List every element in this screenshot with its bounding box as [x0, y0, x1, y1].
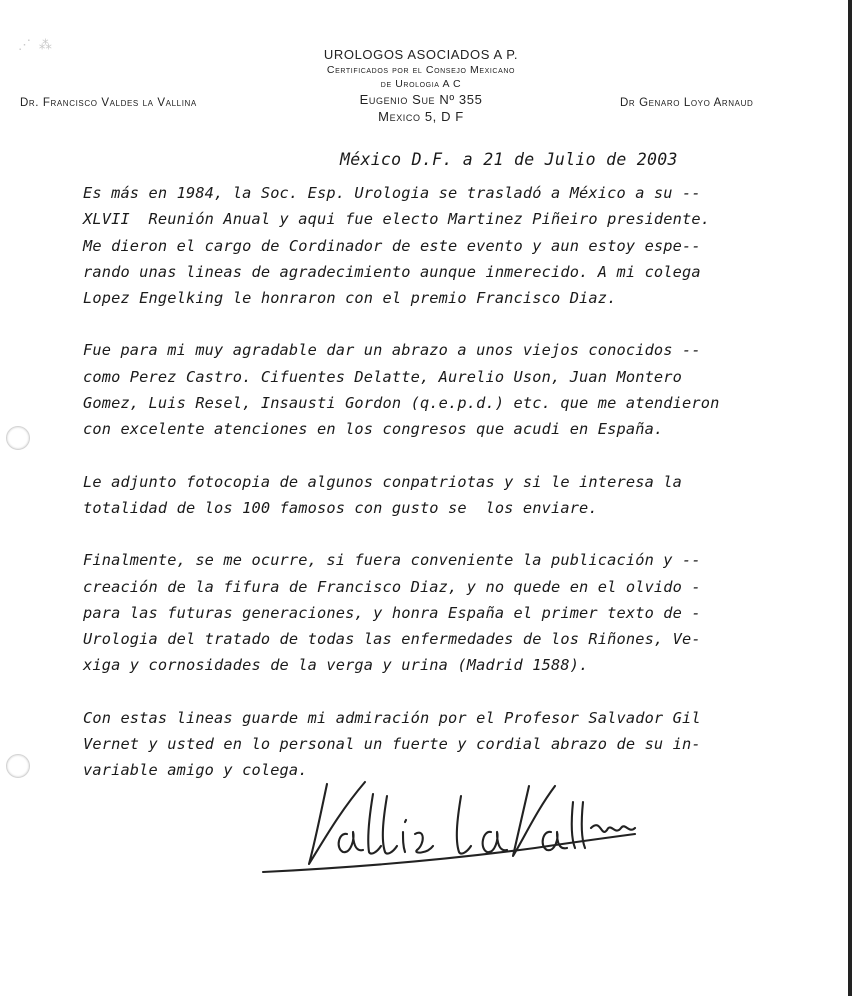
text-line: Urologia del tratado de todas las enfermedades de los Riñones, Ve- [83, 630, 701, 649]
text-line: Me dieron el cargo de Cordinador de este evento y aun estoy espe-- [83, 236, 701, 255]
text-line: Con estas lineas guarde mi admiración por el Profesor Salvador Gil [83, 708, 701, 727]
text-line: variable amigo y colega. [83, 761, 308, 780]
text-line: Finalmente, se me ocurre, si fuera conveniente la publicación y -- [83, 551, 701, 570]
cert-line-1: Certificados por el Consejo Mexicano [326, 64, 516, 76]
text-line: con excelente atenciones en los congresos que acudi en España. [83, 420, 664, 439]
text-line: Fue para mi muy agradable dar un abrazo a unos viejos conocidos -- [83, 341, 701, 360]
punch-hole-icon [6, 754, 30, 778]
letterhead-right-name: Dr Genaro Loyo Arnaud [620, 97, 754, 109]
paragraph [83, 180, 803, 311]
letter-date: México D.F. a 21 de Julio de 2003 [340, 150, 678, 169]
paragraph [83, 547, 803, 678]
text-line: Le adjunto fotocopia de algunos conpatriotas y si le interesa la [83, 472, 683, 491]
smudge-mark: ⋰ ⁂ [18, 38, 52, 53]
handwritten-signature [255, 772, 645, 882]
letter-body [83, 180, 803, 810]
text-line: Lopez Engelking le honraron con el premio Francisco Diaz. [83, 289, 617, 308]
text-line: totalidad de los 100 famosos con gusto se los enviare. [83, 498, 598, 517]
text-line: para las futuras generaciones, y honra España el primer texto de - [83, 603, 701, 622]
address-line-1: Eugenio Sue Nº 355 [359, 92, 483, 107]
paragraph [83, 469, 803, 522]
letterhead-center [286, 46, 556, 125]
cert-line-2: de Urologia A C [380, 78, 462, 90]
text-line: Vernet y usted en lo personal un fuerte y cordial abrazo de su in- [83, 735, 701, 754]
text-line: rando unas lineas de agradecimiento aunque inmerecido. A mi colega [83, 262, 701, 281]
letterhead-left-name: Dr. Francisco Valdes la Vallina [20, 97, 197, 109]
text-line: Gomez, Luis Resel, Insausti Gordon (q.e.p.d.) etc. que me atendieron [83, 394, 720, 413]
text-line: creación de la fifura de Francisco Diaz, y no quede en el olvido - [83, 577, 701, 596]
address-line-2: Mexico 5, D F [378, 109, 464, 124]
text-line: xiga y cornosidades de la verga y urina (Madrid 1588). [83, 656, 589, 675]
paragraph [83, 337, 803, 442]
text-line: XLVII Reunión Anual y aqui fue electo Martinez Piñeiro presidente. [83, 210, 711, 229]
text-line: Es más en 1984, la Soc. Esp. Urologia se trasladó a México a su -- [83, 184, 701, 202]
org-name: UROLOGOS ASOCIADOS A P. [323, 47, 519, 62]
text-line: como Perez Castro. Cifuentes Delatte, Aurelio Uson, Juan Montero [83, 367, 683, 386]
page-edge [848, 0, 852, 996]
punch-hole-icon [6, 426, 30, 450]
